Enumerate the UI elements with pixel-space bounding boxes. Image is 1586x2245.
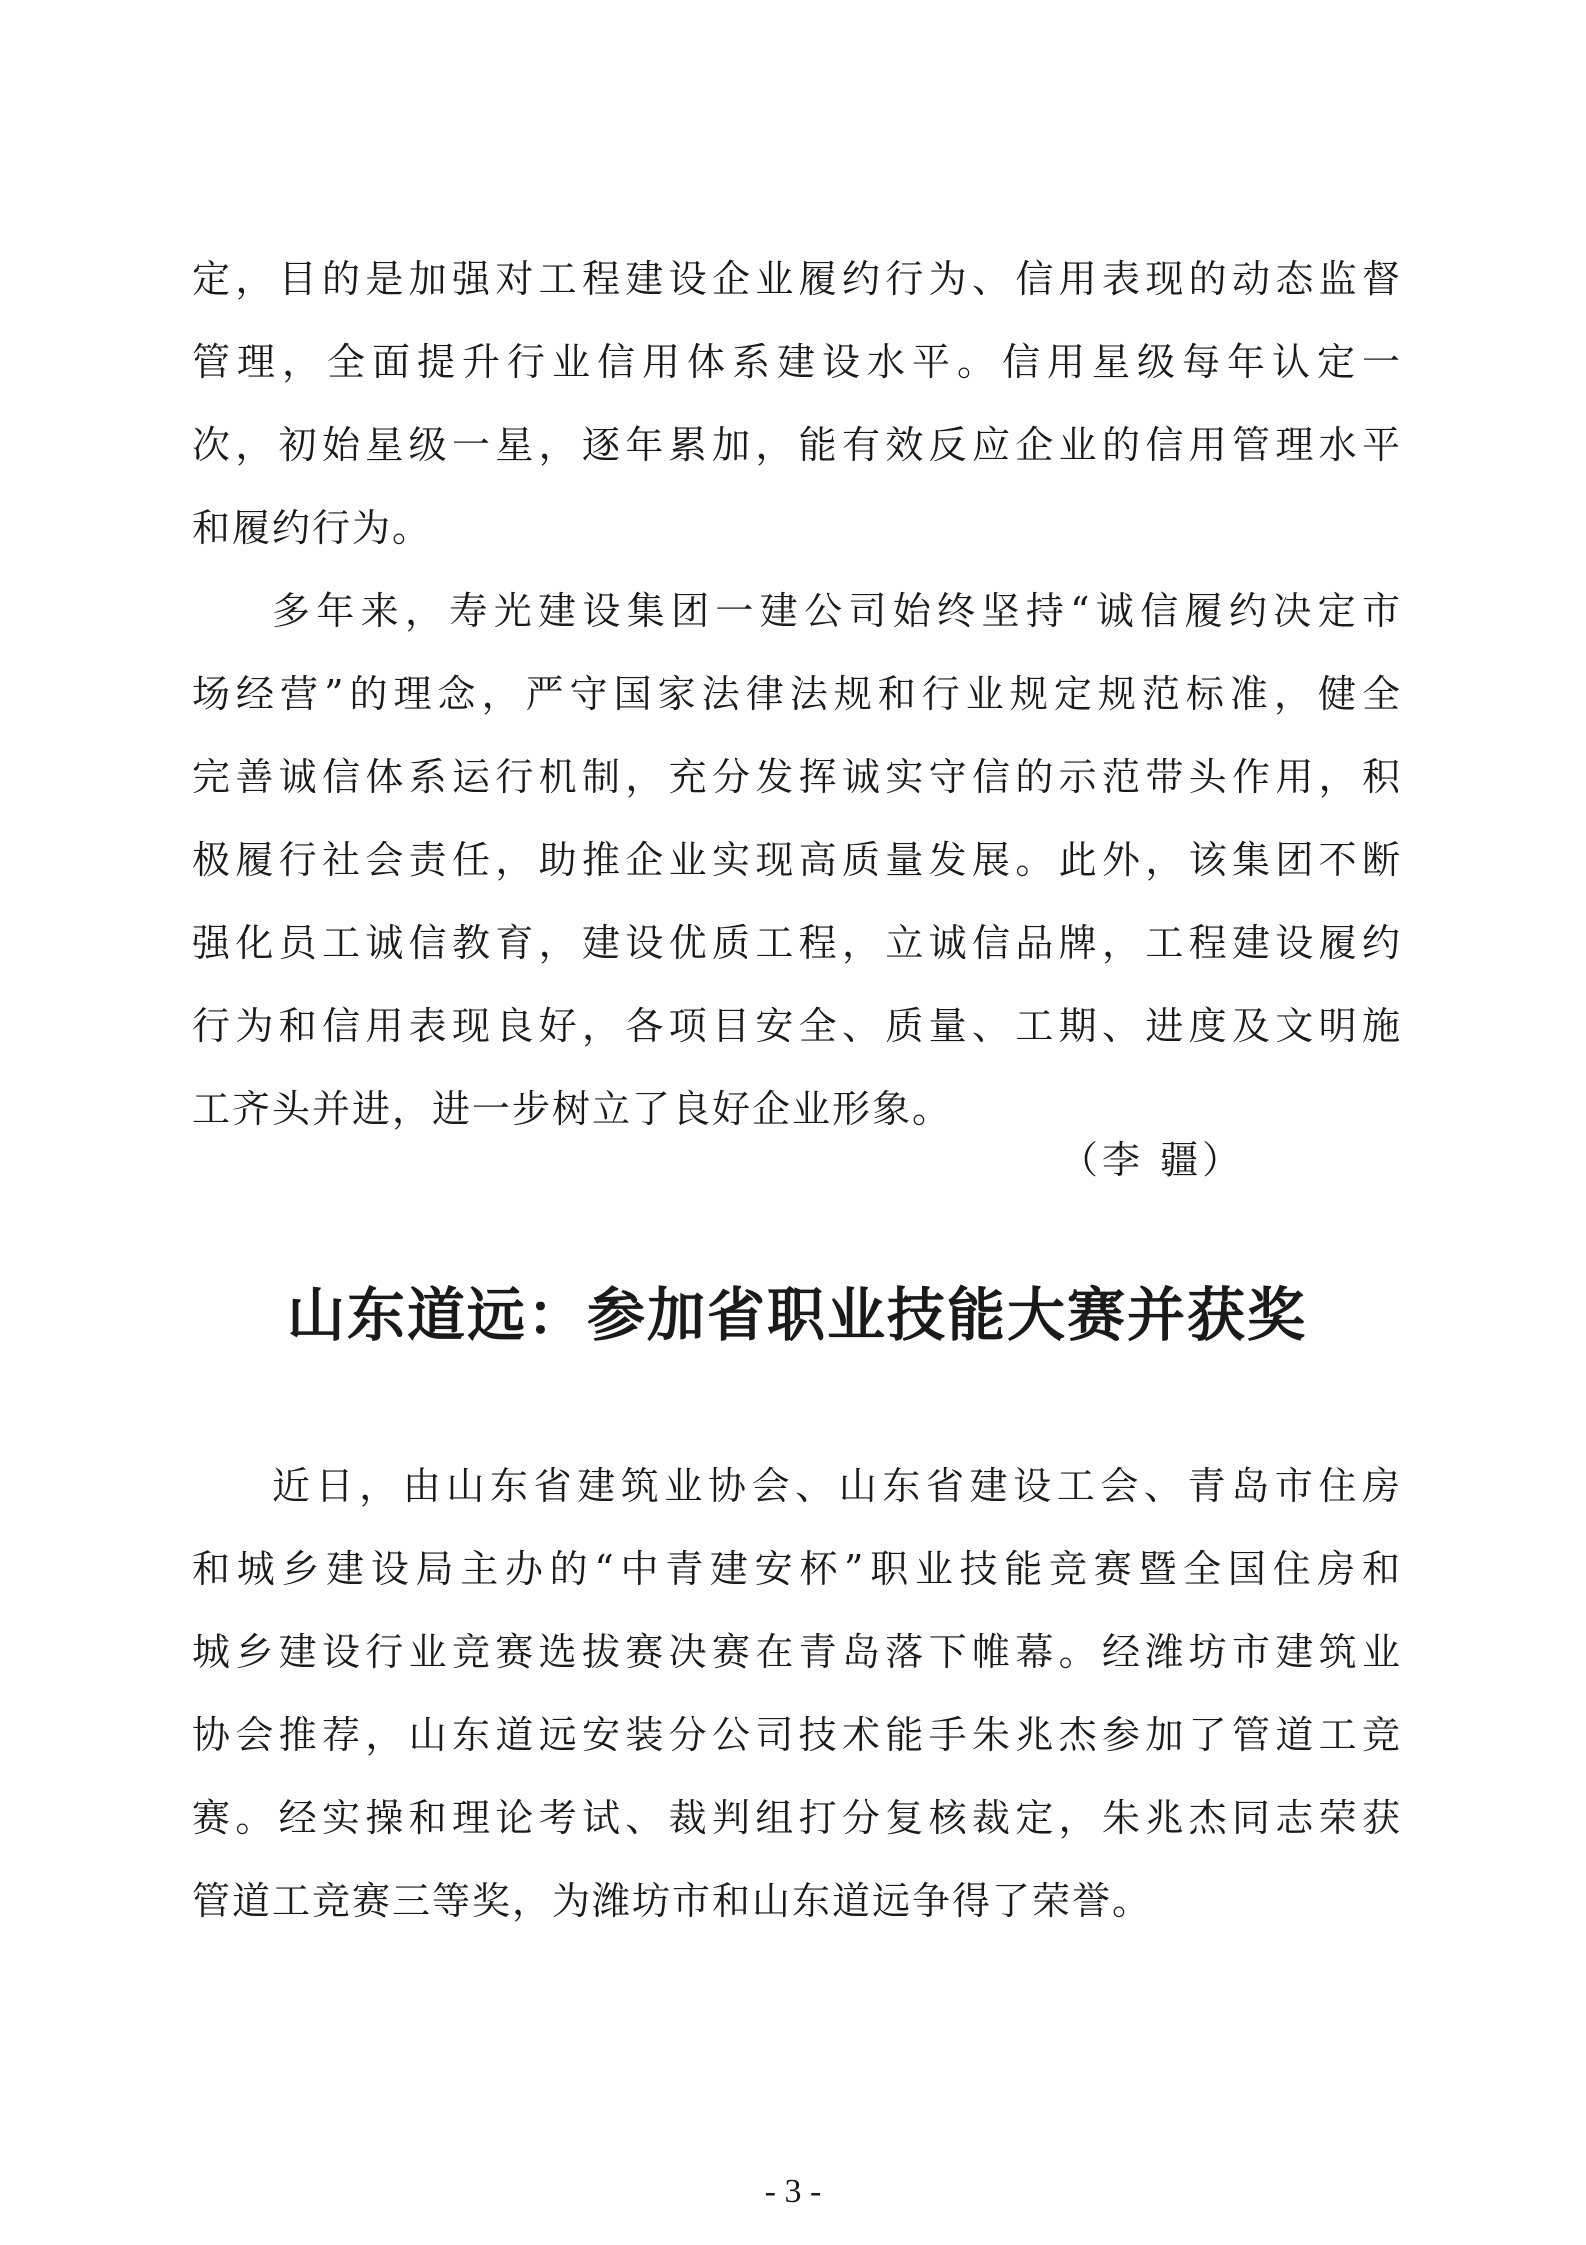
article-title: 山东道远：参加省职业技能大赛并获奖	[286, 1281, 1307, 1349]
paragraph-line: 极履行社会责任，助推企业实现高质量发展。此外，该集团不断	[192, 838, 1402, 882]
paragraph-line: 场经营”的理念，严守国家法律法规和行业规定规范标准，健全	[192, 672, 1402, 716]
article1-paragraph-2	[192, 570, 1402, 1151]
paragraph-line: 和履约行为。	[192, 506, 433, 550]
article2-paragraph-1	[192, 1445, 1402, 1943]
paragraph-line: 管道工竞赛三等奖，为潍坊市和山东道远争得了荣誉。	[192, 1879, 1153, 1923]
page-number: - 3 -	[764, 2173, 822, 2210]
paragraph-line: 次，初始星级一星，逐年累加，能有效反应企业的信用管理水平	[192, 423, 1402, 467]
paragraph-line: 管理，全面提升行业信用体系建设水平。信用星级每年认定一	[192, 340, 1402, 384]
paragraph-line: 城乡建设行业竞赛选拔赛决赛在青岛落下帷幕。经潍坊市建筑业	[192, 1630, 1402, 1674]
paragraph-line: 和城乡建设局主办的“中青建安杯”职业技能竞赛暨全国住房和	[192, 1547, 1402, 1591]
paragraph-line: 定，目的是加强对工程建设企业履约行为、信用表现的动态监督	[192, 257, 1402, 301]
paragraph-line: 协会推荐，山东道远安装分公司技术能手朱兆杰参加了管道工竞	[192, 1713, 1402, 1757]
article1-paragraph-1	[192, 238, 1402, 570]
paragraph-line: 多年来，寿光建设集团一建公司始终坚持“诚信履约决定市	[272, 589, 1402, 633]
paragraph-line: 赛。经实操和理论考试、裁判组打分复核裁定，朱兆杰同志荣获	[192, 1796, 1402, 1840]
paragraph-line: 完善诚信体系运行机制，充分发挥诚实守信的示范带头作用，积	[192, 755, 1402, 799]
author-attribution: （李 疆）	[1060, 1138, 1245, 1182]
paragraph-line: 强化员工诚信教育，建设优质工程，立诚信品牌，工程建设履约	[192, 921, 1402, 965]
paragraph-line: 工齐头并进，进一步树立了良好企业形象。	[192, 1087, 953, 1131]
paragraph-line: 行为和信用表现良好，各项目安全、质量、工期、进度及文明施	[192, 1004, 1402, 1048]
paragraph-line: 近日，由山东省建筑业协会、山东省建设工会、青岛市住房	[272, 1464, 1402, 1508]
